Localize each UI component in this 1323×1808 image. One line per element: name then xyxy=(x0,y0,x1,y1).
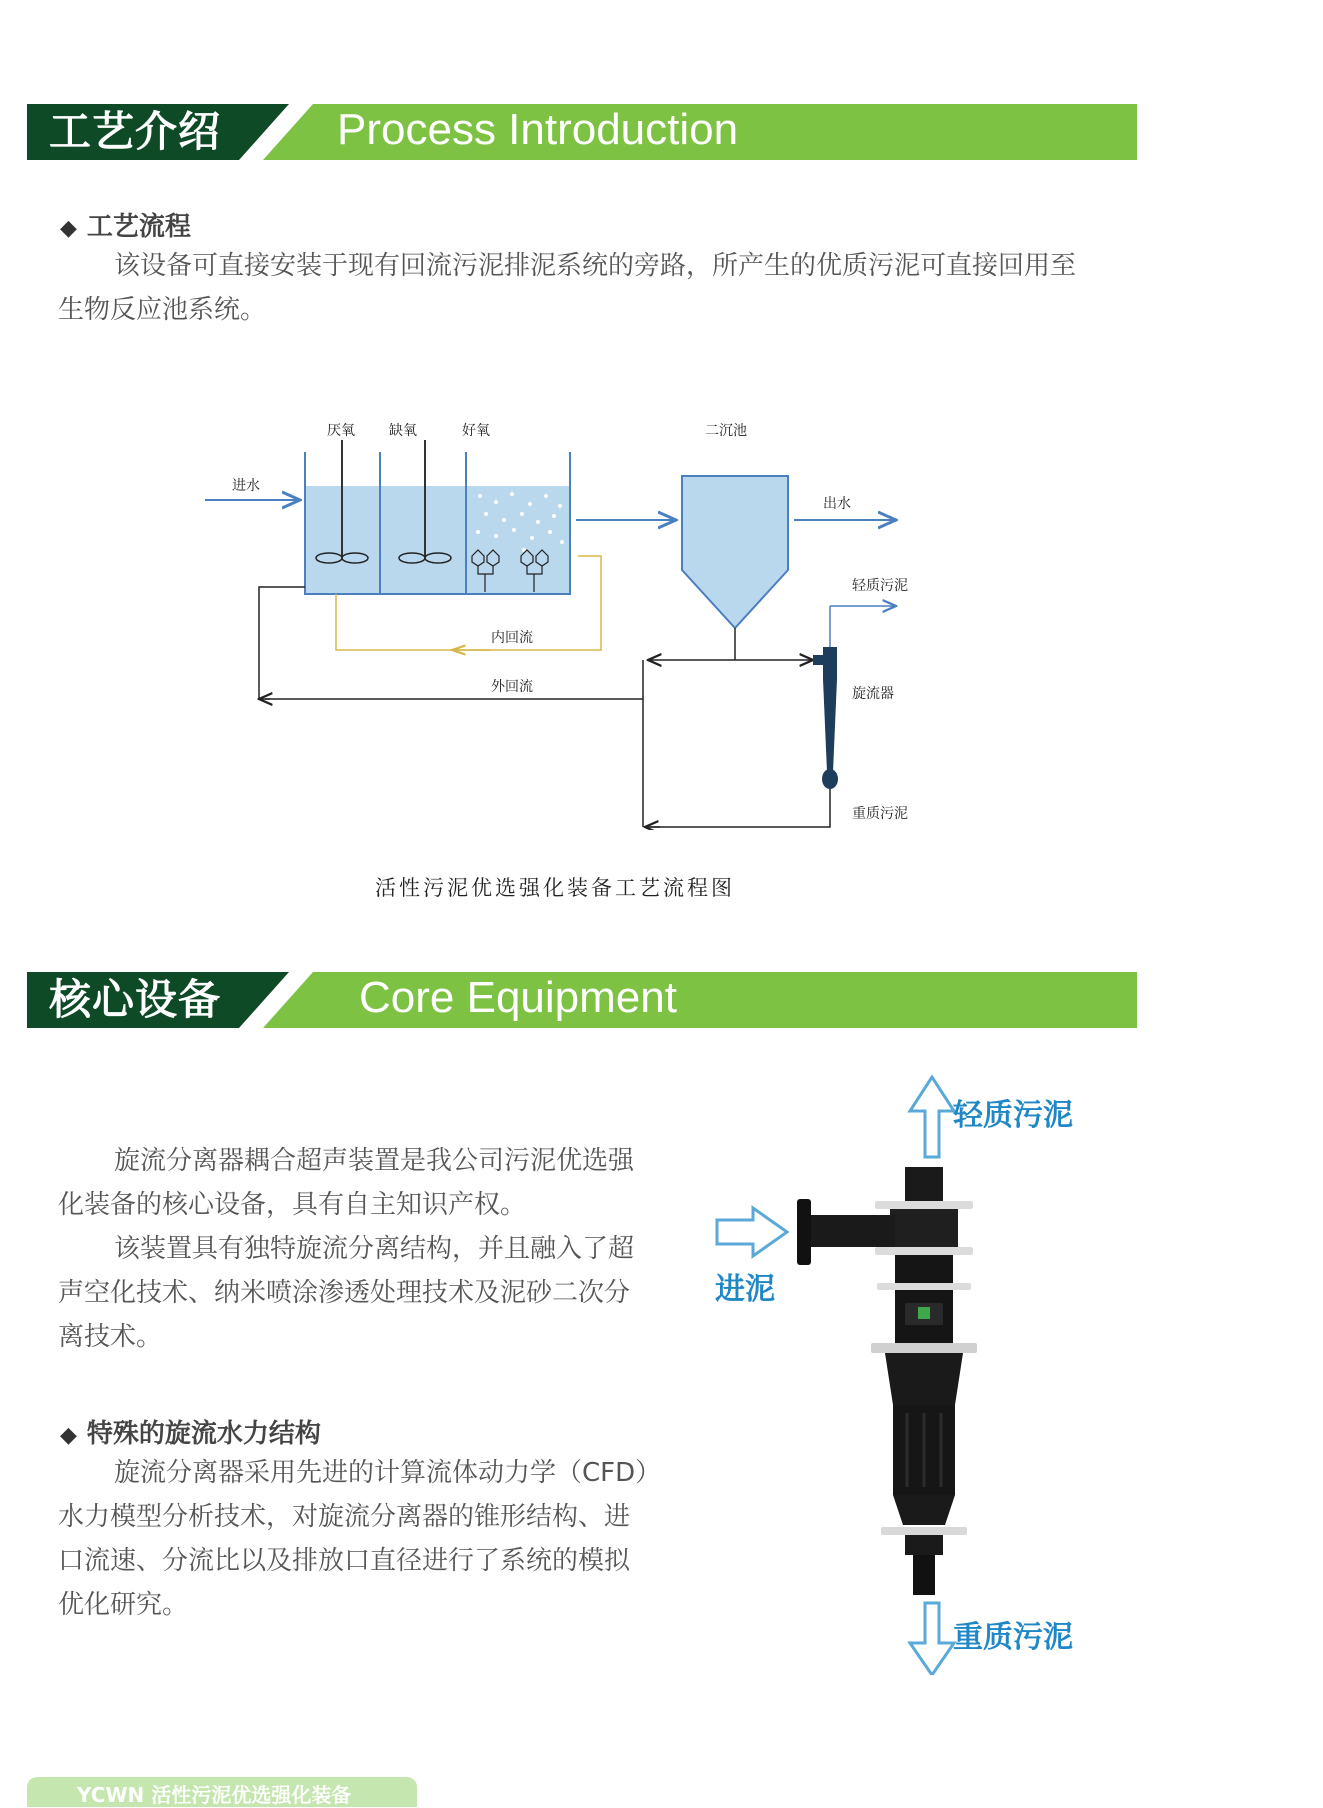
label-anaerobic: 厌氧 xyxy=(327,423,355,439)
cyclone-paragraph: 旋流分离器采用先进的计算流体动力学（CFD）水力模型分析技术，对旋流分离器的锥形结构、进口流速、分流比以及排放口直径进行了系统的模拟优化研究。 xyxy=(58,1458,649,1620)
diagram-caption: 活性污泥优选强化装备工艺流程图 xyxy=(375,876,735,900)
diamond-bullet-icon: ◆ xyxy=(60,1423,77,1448)
external-reflux-return xyxy=(259,587,305,699)
process-paragraph-text: 该设备可直接安装于现有回流污泥排泥系统的旁路，所产生的优质污泥可直接回用至生物反应池系统。 xyxy=(58,251,1077,325)
section-title-en: Process Introduction xyxy=(337,105,739,154)
process-paragraph xyxy=(58,244,1088,332)
core-equipment-text xyxy=(58,1139,654,1359)
label-internal-reflux: 内回流 xyxy=(491,630,533,646)
diamond-bullet-icon: ◆ xyxy=(60,216,77,241)
section-title-cn: 核心设备 xyxy=(49,975,222,1024)
label-light-sludge: 轻质污泥 xyxy=(852,578,908,594)
label-secondary-clarifier: 二沉池 xyxy=(705,423,747,439)
hydrocyclone-device-illustration xyxy=(705,1075,1125,1679)
subhead-text: 特殊的旋流水力结构 xyxy=(86,1419,321,1449)
core-paragraph-1: 旋流分离器耦合超声装置是我公司污泥优选强化装备的核心设备，具有自主知识产权。 xyxy=(58,1146,635,1220)
label-hydrocyclone: 旋流器 xyxy=(852,686,894,702)
subhead-cyclone-structure xyxy=(60,1413,321,1450)
arrow-up-icon xyxy=(910,1077,954,1157)
label-anoxic: 缺氧 xyxy=(389,423,417,439)
subhead-process-flow xyxy=(60,206,191,243)
hydrocyclone-body xyxy=(797,1167,977,1595)
section-title-cn: 工艺介绍 xyxy=(49,107,222,156)
arrow-down-icon xyxy=(910,1603,954,1675)
subhead-text: 工艺流程 xyxy=(86,212,191,242)
device-label-light-sludge: 轻质污泥 xyxy=(953,1098,1073,1133)
process-flow-diagram xyxy=(190,410,950,834)
label-aerobic: 好氧 xyxy=(462,423,490,439)
footer-tab-text: YCWN 活性污泥优选强化装备 xyxy=(77,1783,352,1807)
cyclone-structure-text xyxy=(58,1451,654,1627)
device-label-heavy-sludge: 重质污泥 xyxy=(953,1620,1073,1655)
core-paragraph-2: 该装置具有独特旋流分离结构，并且融入了超声空化技术、纳米喷涂渗透处理技术及泥砂二次分离技术。 xyxy=(58,1234,635,1352)
bioreactor-tank xyxy=(305,440,570,594)
section-banner-process xyxy=(27,104,1137,160)
footer-tab xyxy=(27,1777,417,1807)
secondary-clarifier xyxy=(682,476,788,628)
arrow-right-icon xyxy=(717,1208,787,1256)
label-heavy-sludge: 重质污泥 xyxy=(852,806,908,822)
section-title-en: Core Equipment xyxy=(359,973,677,1022)
label-external-reflux: 外回流 xyxy=(491,679,533,695)
label-inflow: 进水 xyxy=(232,478,260,494)
device-label-inlet: 进泥 xyxy=(715,1272,775,1307)
label-outflow: 出水 xyxy=(823,496,851,512)
section-banner-core-equipment xyxy=(27,972,1137,1028)
